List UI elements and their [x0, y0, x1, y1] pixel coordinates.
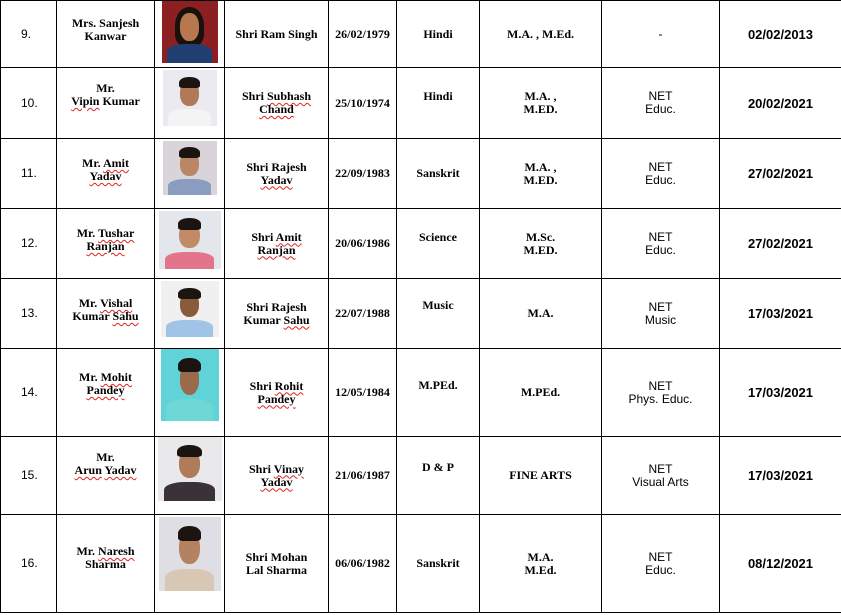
qualification	[480, 139, 602, 209]
photo-shirt	[167, 44, 212, 63]
cell-line: Phys. Educ.	[628, 391, 693, 406]
date-of-birth: 21/06/1987	[329, 437, 397, 515]
photo-face	[180, 13, 199, 40]
serial-number: 14.	[1, 349, 57, 437]
cell-line: Mr. Naresh	[76, 544, 135, 558]
table-row	[1, 1, 841, 68]
photo-hair	[178, 288, 200, 299]
serial-number: 10.	[1, 68, 57, 139]
teacher-photo	[155, 1, 225, 68]
cell-line: Sharma	[85, 557, 126, 571]
cell-line: Mr. Amit	[82, 156, 129, 170]
cell-line: Shri Mohan	[245, 549, 308, 564]
date-of-birth: 25/10/1974	[329, 68, 397, 139]
cell-line: M.Ed.	[524, 562, 557, 577]
cell-line: Lal Sharma	[245, 562, 307, 577]
appointment-date: 02/02/2013	[720, 1, 841, 68]
serial-number: 15.	[1, 437, 57, 515]
qualification	[480, 1, 602, 68]
qualification	[480, 279, 602, 349]
table-row	[1, 68, 841, 139]
cell-line: M.A.	[527, 306, 554, 320]
photo-avatar	[163, 141, 217, 195]
subject: Music	[397, 279, 480, 349]
teacher-photo	[155, 68, 225, 139]
table-row	[1, 349, 841, 437]
date-of-birth: 22/09/1983	[329, 139, 397, 209]
photo-hair	[179, 77, 200, 88]
subject: D & P	[397, 437, 480, 515]
cell-line: Ranjan	[257, 242, 296, 257]
cell-line: Kumar Sahu	[243, 312, 310, 327]
teacher-name	[57, 437, 155, 515]
cell-line: Educ.	[645, 102, 676, 116]
serial-number: 12.	[1, 209, 57, 279]
appointment-date: 27/02/2021	[720, 139, 841, 209]
net-qualification	[602, 68, 720, 139]
qualification	[480, 349, 602, 437]
table-row	[1, 515, 841, 613]
cell-line: NET	[648, 378, 673, 393]
serial-number: 16.	[1, 515, 57, 613]
photo-shirt	[164, 482, 215, 501]
appointment-date: 17/03/2021	[720, 437, 841, 515]
cell-line: NET	[648, 159, 673, 174]
table-row	[1, 279, 841, 349]
subject: Hindi	[397, 1, 480, 68]
table-row	[1, 209, 841, 279]
cell-line: M.ED.	[523, 172, 558, 187]
father-name	[225, 437, 329, 515]
qualification	[480, 437, 602, 515]
photo-avatar	[163, 70, 217, 126]
cell-line: Chand	[259, 102, 294, 116]
cell-line: Mrs. Sanjesh	[71, 16, 140, 30]
cell-line: Kumar Sahu	[72, 309, 139, 323]
cell-line: Shri Ram Singh	[235, 26, 318, 41]
cell-line: Mr.	[96, 81, 115, 95]
photo-avatar	[162, 1, 218, 63]
photo-shirt	[166, 399, 212, 421]
appointment-date: 27/02/2021	[720, 209, 841, 279]
teacher-photo	[155, 279, 225, 349]
teacher-name	[57, 279, 155, 349]
photo-shirt	[165, 252, 215, 269]
cell-line: Shri Rohit	[249, 378, 304, 393]
father-name	[225, 279, 329, 349]
photo-hair	[178, 358, 200, 372]
appointment-date: 20/02/2021	[720, 68, 841, 139]
appointment-date: 08/12/2021	[720, 515, 841, 613]
teacher-photo	[155, 349, 225, 437]
qualification	[480, 68, 602, 139]
father-name	[225, 1, 329, 68]
qualification	[480, 515, 602, 613]
teacher-photo	[155, 437, 225, 515]
serial-number: 11.	[1, 139, 57, 209]
teacher-name	[57, 515, 155, 613]
teacher-name	[57, 1, 155, 68]
photo-hair	[177, 445, 201, 458]
father-name	[225, 515, 329, 613]
photo-avatar	[159, 211, 221, 269]
cell-line: NET	[648, 89, 673, 103]
cell-line: M.A. , M.Ed.	[507, 26, 574, 41]
cell-line: Yadav	[260, 172, 293, 187]
cell-line: Pandey	[257, 391, 296, 406]
net-qualification	[602, 139, 720, 209]
father-name	[225, 139, 329, 209]
cell-line: Music	[644, 312, 677, 327]
qualification	[480, 209, 602, 279]
date-of-birth: 26/02/1979	[329, 1, 397, 68]
cell-line: Yadav	[89, 169, 122, 183]
subject: Hindi	[397, 68, 480, 139]
photo-shirt	[168, 109, 211, 126]
photo-shirt	[166, 320, 212, 337]
date-of-birth: 20/06/1986	[329, 209, 397, 279]
photo-avatar	[161, 281, 219, 337]
cell-line: Shri Subhash	[241, 89, 312, 103]
serial-number: 9.	[1, 1, 57, 68]
father-name	[225, 349, 329, 437]
table-row	[1, 139, 841, 209]
teacher-photo	[155, 209, 225, 279]
teacher-name	[57, 139, 155, 209]
teacher-photo	[155, 515, 225, 613]
cell-line: NET	[648, 299, 673, 314]
cell-line: Mr. Tushar	[76, 226, 135, 240]
teacher-name	[57, 209, 155, 279]
cell-line: M.ED.	[523, 102, 558, 116]
teacher-name	[57, 68, 155, 139]
subject: Sanskrit	[397, 139, 480, 209]
subject: Sanskrit	[397, 515, 480, 613]
teacher-photo	[155, 139, 225, 209]
appointment-date: 17/03/2021	[720, 349, 841, 437]
cell-line: Kanwar	[84, 29, 127, 43]
net-qualification	[602, 437, 720, 515]
net-qualification	[602, 1, 720, 68]
photo-avatar	[159, 517, 221, 591]
cell-line: Mr.	[96, 450, 115, 464]
cell-line: M.ED.	[523, 242, 558, 257]
serial-number: 13.	[1, 279, 57, 349]
photo-hair	[178, 218, 202, 230]
cell-line: Visual Arts	[632, 474, 689, 489]
cell-line: M.PEd.	[520, 385, 561, 399]
cell-line: Ranjan	[86, 239, 125, 253]
cell-line: Yadav	[260, 474, 293, 489]
cell-line: Shri Rajesh	[246, 299, 307, 314]
cell-line: M.A. ,	[524, 89, 557, 103]
photo-shirt	[168, 179, 211, 195]
net-qualification	[602, 349, 720, 437]
photo-avatar	[161, 349, 219, 421]
cell-line: FINE ARTS	[509, 468, 572, 482]
photo-shirt	[165, 569, 215, 591]
cell-line: Shri Rajesh	[246, 159, 307, 174]
cell-line: NET	[648, 229, 673, 244]
cell-line: Educ.	[645, 172, 676, 187]
cell-line: M.A.	[527, 549, 554, 564]
subject: Science	[397, 209, 480, 279]
cell-line: M.A. ,	[524, 159, 557, 174]
cell-line: M.Sc.	[525, 229, 556, 244]
net-qualification	[602, 209, 720, 279]
date-of-birth: 06/06/1982	[329, 515, 397, 613]
cell-line: Vipin Kumar	[71, 94, 140, 108]
cell-line: Mr. Vishal	[78, 296, 133, 310]
appointment-date: 17/03/2021	[720, 279, 841, 349]
cell-line: NET	[648, 549, 673, 564]
cell-line: Arun Yadav	[74, 463, 137, 477]
net-qualification	[602, 279, 720, 349]
date-of-birth: 12/05/1984	[329, 349, 397, 437]
cell-line: Shri Vinay	[248, 461, 305, 476]
date-of-birth: 22/07/1988	[329, 279, 397, 349]
subject: M.PEd.	[397, 349, 480, 437]
cell-line: -	[658, 26, 663, 41]
father-name	[225, 209, 329, 279]
cell-line: Shri Amit	[251, 229, 302, 244]
photo-hair	[179, 147, 200, 158]
net-qualification	[602, 515, 720, 613]
cell-line: Educ.	[645, 242, 676, 257]
cell-line: NET	[648, 461, 673, 476]
father-name	[225, 68, 329, 139]
photo-avatar	[158, 437, 222, 501]
photo-hair	[178, 526, 202, 541]
cell-line: Educ.	[645, 562, 676, 577]
cell-line: Pandey	[86, 383, 125, 397]
cell-line: Mr. Mohit	[79, 370, 132, 384]
teacher-name	[57, 349, 155, 437]
table-row	[1, 437, 841, 515]
